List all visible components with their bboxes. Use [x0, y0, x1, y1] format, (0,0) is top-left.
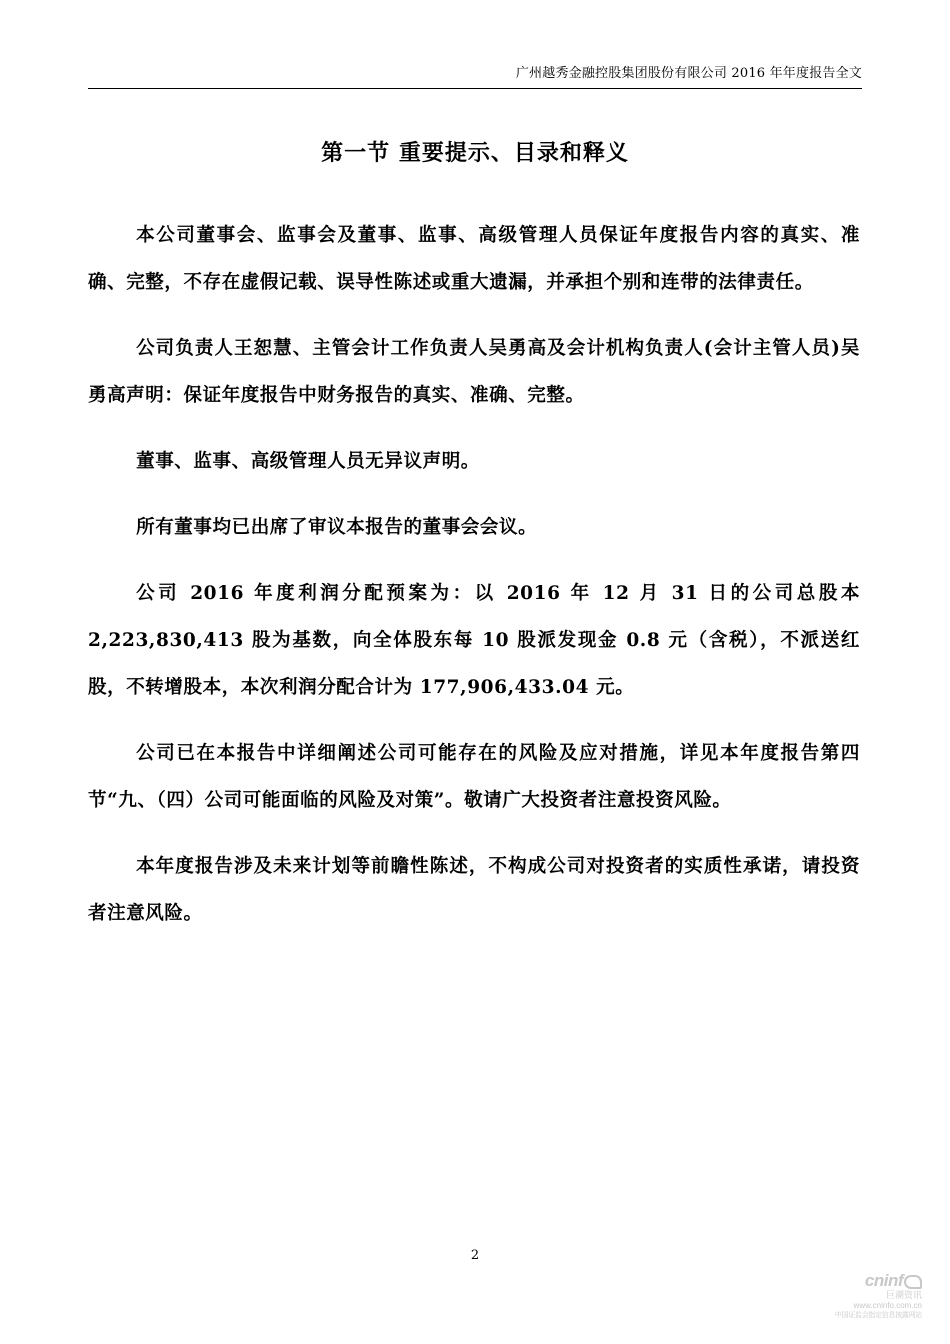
paragraph-forward-looking: 本年度报告涉及未来计划等前瞻性陈述，不构成公司对投资者的实质性承诺，请投资者注意风险。 — [88, 856, 860, 924]
paragraph-responsibility: 本公司董事会、监事会及董事、监事、高级管理人员保证年度报告内容的真实、准确、完整，不存在虚假记载、误导性陈述或重大遗漏，并承担个别和连带的法律责任。 — [88, 225, 860, 293]
cninfo-name: 巨潮资讯 — [885, 1290, 922, 1300]
page-header — [88, 60, 862, 89]
paragraph-no-objection: 董事、监事、高级管理人员无异议声明。 — [136, 451, 480, 472]
paragraph-risk-notice: 公司已在本报告中详细阐述公司可能存在的风险及应对措施，详见本年度报告第四节“九、（四）公司可能面临的风险及对策”。敬请广大投资者注意投资风险。 — [88, 743, 860, 811]
paragraph-attendance: 所有董事均已出席了审议本报告的董事会会议。 — [136, 517, 538, 538]
header-text: 广州越秀金融控股集团股份有限公司 2016 年年度报告全文 — [515, 66, 862, 81]
section-title: 第一节 重要提示、目录和释义 — [321, 140, 629, 166]
paragraph-financial-statement: 公司负责人王恕慧、主管会计工作负责人吴勇高及会计机构负责人(会计主管人员)吴勇高声明：保证年度报告中财务报告的真实、准确、完整。 — [88, 338, 860, 406]
paragraph-profit-distribution: 公司 2016 年度利润分配预案为：以 2016 年 12 月 31 日的公司总股本 2,223,830,413 股为基数，向全体股东每 10 股派发现金 0.8 元（含税），不派送红股，不转增股本，本次利润分配合计为 177,906,433.04 元。 — [88, 583, 860, 698]
cninfo-logo — [832, 1272, 922, 1290]
cninfo-swirl-icon — [904, 1275, 922, 1289]
cninfo-logo-text: cninf — [864, 1271, 903, 1290]
cninfo-watermark — [832, 1272, 922, 1320]
body-text — [88, 212, 860, 956]
cninfo-tagline: 中国证监会指定信息披露网站 — [834, 1312, 922, 1319]
cninfo-url: www.cninfo.com.cn — [853, 1301, 922, 1310]
page-number: 2 — [470, 1248, 480, 1263]
